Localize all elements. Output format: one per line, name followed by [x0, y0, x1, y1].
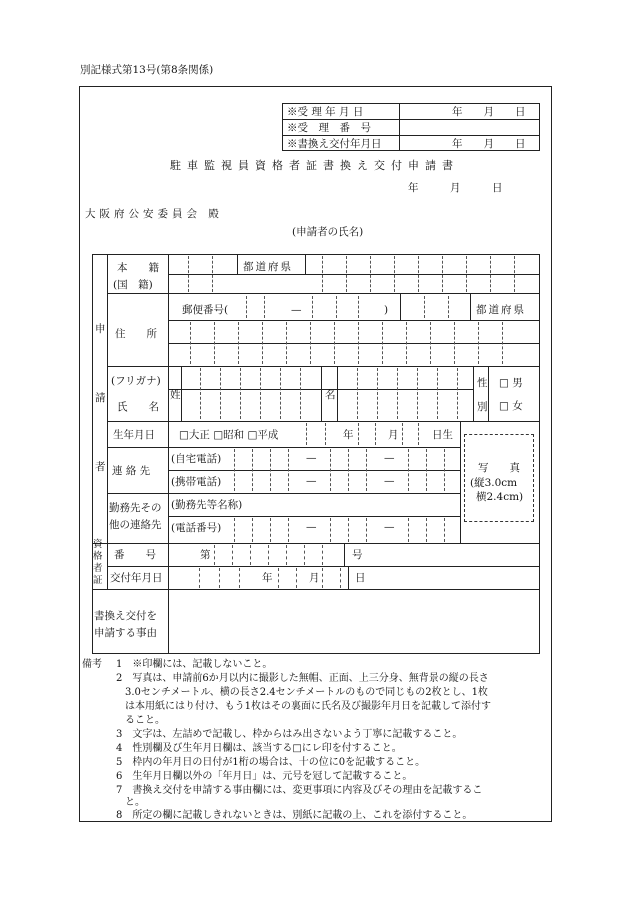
era-checkboxes[interactable]: □大正 □昭和 □平成 — [179, 429, 279, 441]
reissue-date-value[interactable]: 年 月 日 — [452, 138, 526, 150]
note-1: 1 ※印欄には、記載しないこと。 — [116, 659, 273, 670]
receipt-number-label: ※受 理 番 号 — [287, 122, 371, 134]
nationality-label: (国 籍) — [113, 279, 153, 291]
note-2-line-4: ること。 — [125, 715, 165, 726]
reason-label-1: 書換え交付を — [94, 610, 157, 622]
note-2-line-1: 2 写真は、申請前6か月以内に撮影した無帽、正面、上三分身、無背景の縦の長さ — [116, 673, 489, 684]
honseki-prefecture: 都道府県 — [243, 261, 293, 273]
address-label: 住 所 — [115, 328, 157, 340]
sex-label-2: 別 — [477, 401, 488, 413]
cert-number-dai: 第 — [200, 549, 211, 561]
note-7-line-2: と。 — [125, 797, 145, 808]
issue-day-label: 日 — [355, 572, 366, 584]
photo-width: 横2.4cm) — [476, 491, 524, 503]
reissue-date-label: ※書換え交付年月日 — [287, 138, 382, 150]
postal-close: ) — [384, 304, 389, 316]
reason-table — [92, 589, 540, 654]
mobile-phone-label: (携帯電話) — [171, 476, 222, 488]
workplace-phone-dash-1: — — [306, 521, 317, 533]
workplace-label-1: 勤務先その — [109, 502, 162, 514]
sex-label-1: 性 — [477, 377, 488, 389]
note-8: 8 所定の欄に記載しきれないときは、別紙に記載の上、これを添付すること。 — [116, 810, 473, 821]
page-title: 駐車監視員資格者証書換え交付申請書 — [170, 159, 459, 172]
application-date[interactable]: 年 月 日 — [408, 182, 503, 194]
photo-label: 写 真 — [478, 462, 520, 474]
applicant-name-label: (申請者の氏名) — [292, 226, 364, 238]
cert-number-label: 番 号 — [114, 549, 156, 561]
name-label: 氏 名 — [117, 401, 159, 413]
issue-date-label: 交付年月日 — [110, 572, 163, 584]
birth-month-label: 月 — [388, 429, 399, 441]
reason-label-2: 申請する事由 — [94, 627, 157, 639]
birth-day-label: 日生 — [432, 429, 453, 441]
workplace-phone-label: (電話番号) — [171, 522, 222, 534]
issue-year-label: 年 — [262, 572, 273, 584]
cert-number-go: 号 — [352, 549, 363, 561]
section-label-applicant-3: 者 — [95, 461, 106, 473]
cert-label-2: 格 — [93, 551, 103, 562]
receipt-date-value[interactable]: 年 月 日 — [452, 106, 526, 118]
form-id: 別記様式第13号(第8条関係) — [80, 64, 214, 76]
birth-year-label: 年 — [343, 429, 354, 441]
given-name-label: 名 — [325, 389, 336, 401]
note-2-line-2: 3.0センチメートル、横の長さ2.4センチメートルのもので同じもの2枚とし、1枚 — [125, 687, 488, 698]
note-6: 6 生年月日欄以外の「年月日」は、元号を冠して記載すること。 — [116, 771, 413, 782]
note-4: 4 性別欄及び生年月日欄は、該当する□にレ印を付すること。 — [116, 743, 402, 754]
note-5: 5 枠内の年月日の日付が1桁の場合は、十の位に0を記載すること。 — [116, 757, 426, 768]
note-3: 3 文字は、左詰めで記載し、枠からはみ出さないよう丁寧に記載すること。 — [116, 729, 463, 740]
workplace-name-label: (勤務先等名称) — [171, 499, 243, 511]
postal-dash: — — [291, 304, 302, 316]
cert-label-3: 者 — [93, 563, 103, 574]
cert-label-1: 資 — [93, 539, 103, 550]
cert-label-4: 証 — [93, 575, 103, 586]
workplace-phone-dash-2: — — [384, 521, 395, 533]
honseki-label: 本 籍 — [117, 262, 159, 274]
photo-height: (縦3.0cm — [470, 477, 518, 489]
surname-label: 姓 — [170, 389, 181, 401]
home-phone-dash-2: — — [384, 452, 395, 464]
birthdate-label: 生年月日 — [113, 429, 155, 441]
address-prefecture: 都道府県 — [476, 304, 526, 316]
section-label-applicant-1: 申 — [95, 323, 106, 335]
mobile-phone-dash-1: — — [306, 475, 317, 487]
sex-female-checkbox[interactable]: □ 女 — [499, 400, 523, 412]
sex-male-checkbox[interactable]: □ 男 — [499, 377, 523, 389]
postal-code-label: 郵便番号( — [182, 304, 229, 316]
note-7-line-1: 7 書換え交付を申請する事由欄には、変更事項に内容及びその理由を記載するこ — [116, 785, 483, 796]
contact-label: 連 絡 先 — [112, 465, 151, 477]
note-2-line-3: は本用紙にはり付け、もう1枚はその裏面に氏名及び撮影年月日を記載して添付す — [125, 701, 491, 712]
issue-month-label: 月 — [309, 572, 320, 584]
home-phone-label: (自宅電話) — [171, 453, 222, 465]
furigana-label: (フリガナ) — [111, 375, 161, 387]
home-phone-dash-1: — — [306, 452, 317, 464]
workplace-label-2: 他の連絡先 — [109, 519, 162, 531]
mobile-phone-dash-2: — — [384, 475, 395, 487]
addressee: 大阪府公安委員会 殿 — [85, 208, 223, 220]
notes-heading: 備考 — [82, 659, 102, 670]
section-label-applicant-2: 請 — [95, 392, 106, 404]
receipt-date-label: ※受 理 年 月 日 — [287, 106, 364, 118]
